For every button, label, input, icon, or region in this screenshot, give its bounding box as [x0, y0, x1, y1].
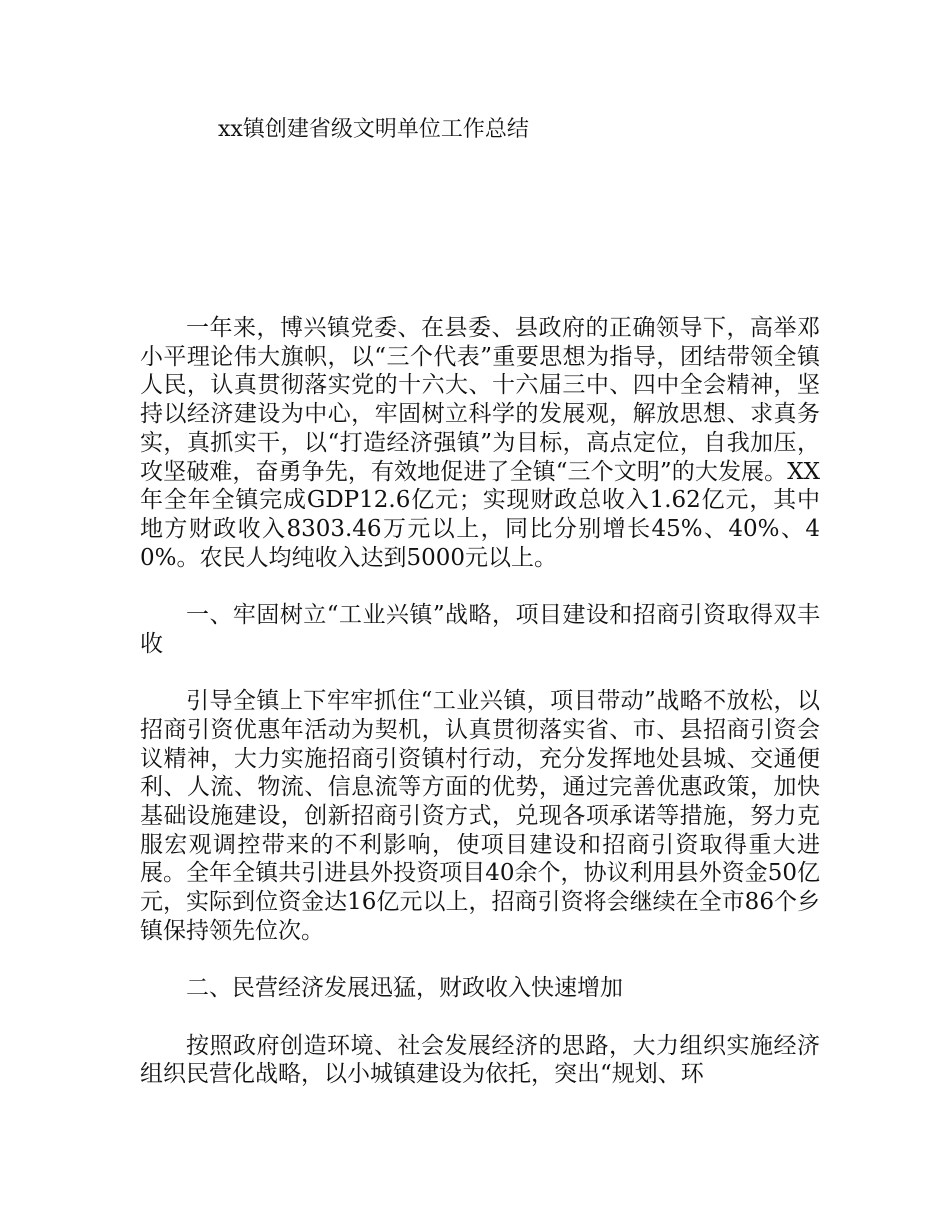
- paragraph-intro: 一年来，博兴镇党委、在县委、县政府的正确领导下，高举邓小平理论伟大旗帜，以“三个代表”重要思想为指导，团结带领全镇人民，认真贯彻落实党的十六大、十六届三中、四中全会精神，坚持以经济建设为中心，牢固树立科学的发展观，解放思想、求真务实，真抓实干，以“打造经济强镇”为目标，高点定位，自我加压，攻坚破难，奋勇争先，有效地促进了全镇“三个文明”的大发展。XX年全年全镇完成GDP12.6亿元；实现财政总收入1.62亿元，其中地方财政收入8303.46万元以上，同比分别增长45%、40%、40%。农民人均纯收入达到5000元以上。: [140, 315, 820, 571]
- section-heading-1: 一、牢固树立“工业兴镇”战略，项目建设和招商引资取得双丰收: [140, 602, 820, 657]
- paragraph-section-2: 按照政府创造环境、社会发展经济的思路，大力组织实施经济组织民营化战略，以小城镇建设为依托，突出“规划、环: [140, 1032, 820, 1088]
- document-body: [140, 314, 820, 1089]
- paragraph-section-1: 引导全镇上下牢牢抓住“工业兴镇，项目带动”战略不放松，以招商引资优惠年活动为契机，认真贯彻落实省、市、县招商引资会议精神，大力实施招商引资镇村行动，充分发挥地处县城、交通便利、人流、物流、信息流等方面的优势，通过完善优惠政策，加快基础设施建设，创新招商引资方式，兑现各项承诺等措施，努力克服宏观调控带来的不利影响，使项目建设和招商引资取得重大进展。全年全镇共引进县外投资项目40余个，协议利用县外资金50亿元，实际到位资金达16亿元以上，招商引资将会继续在全市86个乡镇保持领先位次。: [140, 688, 820, 944]
- document-title: xx镇创建省级文明单位工作总结: [218, 117, 529, 142]
- section-heading-2: 二、民营经济发展迅猛，财政收入快速增加: [186, 975, 623, 1002]
